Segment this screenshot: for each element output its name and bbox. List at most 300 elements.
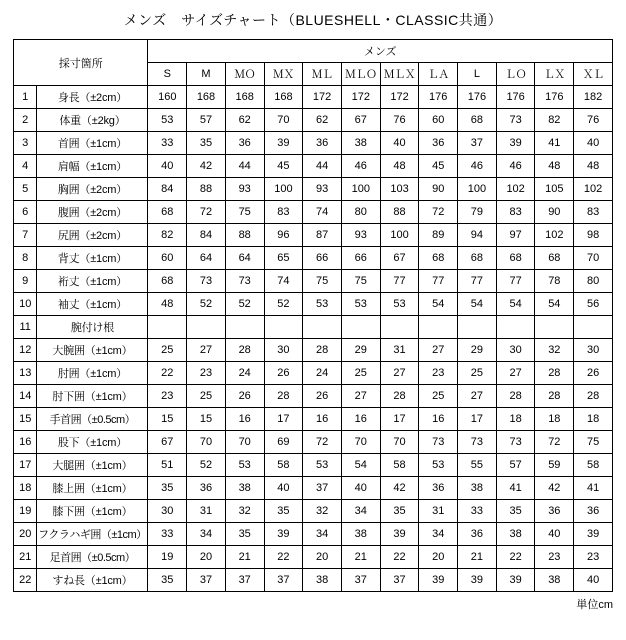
- cell-value: 83: [496, 201, 535, 224]
- header-group-label: メンズ: [148, 40, 613, 63]
- cell-value: 35: [148, 569, 187, 592]
- cell-value: 28: [535, 362, 574, 385]
- cell-value: 68: [419, 247, 458, 270]
- cell-value: 182: [574, 86, 613, 109]
- header-size-s: S: [148, 63, 187, 86]
- cell-value: 36: [419, 477, 458, 500]
- table-row: [14, 408, 613, 431]
- cell-value: 38: [341, 132, 380, 155]
- cell-value: 36: [187, 477, 226, 500]
- cell-value: 76: [574, 109, 613, 132]
- cell-value: 77: [419, 270, 458, 293]
- cell-value: 53: [303, 293, 342, 316]
- cell-value: 54: [419, 293, 458, 316]
- cell-value: 38: [341, 523, 380, 546]
- cell-value: 94: [458, 224, 497, 247]
- row-number: 3: [14, 132, 37, 155]
- cell-value: 67: [380, 247, 419, 270]
- table-row: [14, 477, 613, 500]
- cell-value: 33: [458, 500, 497, 523]
- cell-value: 42: [380, 477, 419, 500]
- cell-value: 78: [535, 270, 574, 293]
- cell-value: 27: [341, 385, 380, 408]
- cell-value: 58: [380, 454, 419, 477]
- cell-value: 24: [225, 362, 264, 385]
- cell-value: 30: [264, 339, 303, 362]
- cell-value: 102: [574, 178, 613, 201]
- cell-value: 42: [535, 477, 574, 500]
- cell-value: 72: [187, 201, 226, 224]
- cell-value: 67: [341, 109, 380, 132]
- cell-value: 38: [458, 477, 497, 500]
- cell-value: 73: [496, 109, 535, 132]
- cell-value: 82: [535, 109, 574, 132]
- table-row: [14, 569, 613, 592]
- cell-value: 36: [419, 132, 458, 155]
- cell-value: 75: [303, 270, 342, 293]
- cell-value: [148, 316, 187, 339]
- cell-value: 93: [303, 178, 342, 201]
- cell-value: 20: [187, 546, 226, 569]
- cell-value: 27: [496, 362, 535, 385]
- cell-value: 25: [148, 339, 187, 362]
- cell-value: 46: [458, 155, 497, 178]
- unit-note: 単位cm: [576, 599, 613, 611]
- cell-value: 52: [225, 293, 264, 316]
- cell-value: 53: [341, 293, 380, 316]
- cell-value: 160: [148, 86, 187, 109]
- cell-value: 73: [187, 270, 226, 293]
- row-number: 10: [14, 293, 37, 316]
- cell-value: 75: [341, 270, 380, 293]
- cell-value: 65: [264, 247, 303, 270]
- cell-value: 21: [341, 546, 380, 569]
- header-part-label: 採寸箇所: [14, 40, 148, 86]
- row-number: 15: [14, 408, 37, 431]
- cell-value: 103: [380, 178, 419, 201]
- cell-value: 53: [419, 454, 458, 477]
- cell-value: 42: [187, 155, 226, 178]
- cell-value: 73: [458, 431, 497, 454]
- row-number: 19: [14, 500, 37, 523]
- cell-value: 84: [187, 224, 226, 247]
- header-size-m: M: [187, 63, 226, 86]
- cell-value: 39: [496, 569, 535, 592]
- cell-value: [264, 316, 303, 339]
- cell-value: 35: [264, 500, 303, 523]
- row-part: 大腕囲（±1cm）: [37, 339, 148, 362]
- cell-value: 68: [148, 201, 187, 224]
- cell-value: 39: [458, 569, 497, 592]
- table-row: [14, 523, 613, 546]
- cell-value: 176: [458, 86, 497, 109]
- cell-value: 54: [496, 293, 535, 316]
- table-row: [14, 270, 613, 293]
- cell-value: 80: [341, 201, 380, 224]
- cell-value: 48: [574, 155, 613, 178]
- cell-value: [535, 316, 574, 339]
- cell-value: 26: [264, 362, 303, 385]
- cell-value: [458, 316, 497, 339]
- cell-value: 77: [496, 270, 535, 293]
- cell-value: 34: [187, 523, 226, 546]
- cell-value: 35: [496, 500, 535, 523]
- size-chart-table: [13, 39, 613, 592]
- cell-value: 56: [574, 293, 613, 316]
- cell-value: 74: [303, 201, 342, 224]
- cell-value: 26: [225, 385, 264, 408]
- cell-value: 28: [535, 385, 574, 408]
- cell-value: 28: [303, 339, 342, 362]
- cell-value: 62: [225, 109, 264, 132]
- cell-value: 38: [496, 523, 535, 546]
- cell-value: 37: [380, 569, 419, 592]
- cell-value: 35: [225, 523, 264, 546]
- cell-value: 48: [380, 155, 419, 178]
- cell-value: 25: [187, 385, 226, 408]
- cell-value: 35: [380, 500, 419, 523]
- cell-value: 37: [341, 569, 380, 592]
- cell-value: 41: [535, 132, 574, 155]
- cell-value: 100: [458, 178, 497, 201]
- cell-value: 67: [148, 431, 187, 454]
- cell-value: 30: [496, 339, 535, 362]
- table-row: [14, 178, 613, 201]
- cell-value: 93: [341, 224, 380, 247]
- cell-value: 31: [187, 500, 226, 523]
- cell-value: 53: [303, 454, 342, 477]
- table-row: [14, 132, 613, 155]
- cell-value: 68: [496, 247, 535, 270]
- cell-value: 15: [187, 408, 226, 431]
- row-part: 肘囲（±1cm）: [37, 362, 148, 385]
- cell-value: 27: [458, 385, 497, 408]
- row-number: 21: [14, 546, 37, 569]
- cell-value: 18: [574, 408, 613, 431]
- cell-value: 76: [380, 109, 419, 132]
- cell-value: 39: [380, 523, 419, 546]
- cell-value: 24: [303, 362, 342, 385]
- cell-value: 168: [187, 86, 226, 109]
- cell-value: 66: [341, 247, 380, 270]
- cell-value: 72: [535, 431, 574, 454]
- cell-value: 38: [535, 569, 574, 592]
- row-part: フクラハギ囲（±1cm）: [37, 523, 148, 546]
- cell-value: 172: [380, 86, 419, 109]
- cell-value: 100: [341, 178, 380, 201]
- header-row-group: [14, 40, 613, 63]
- cell-value: 100: [380, 224, 419, 247]
- table-row: [14, 293, 613, 316]
- cell-value: 72: [419, 201, 458, 224]
- cell-value: 62: [303, 109, 342, 132]
- row-number: 1: [14, 86, 37, 109]
- cell-value: 18: [496, 408, 535, 431]
- row-part: 背丈（±1cm）: [37, 247, 148, 270]
- row-part: 腕付け根: [37, 316, 148, 339]
- row-number: 6: [14, 201, 37, 224]
- row-number: 22: [14, 569, 37, 592]
- cell-value: 93: [225, 178, 264, 201]
- cell-value: 90: [419, 178, 458, 201]
- row-part: すね長（±1cm）: [37, 569, 148, 592]
- cell-value: 64: [225, 247, 264, 270]
- cell-value: 54: [535, 293, 574, 316]
- cell-value: 69: [264, 431, 303, 454]
- cell-value: 36: [225, 132, 264, 155]
- cell-value: 33: [148, 523, 187, 546]
- cell-value: 16: [419, 408, 458, 431]
- cell-value: 16: [303, 408, 342, 431]
- cell-value: [341, 316, 380, 339]
- cell-value: 58: [574, 454, 613, 477]
- cell-value: [496, 316, 535, 339]
- cell-value: 60: [148, 247, 187, 270]
- cell-value: 25: [419, 385, 458, 408]
- cell-value: 25: [458, 362, 497, 385]
- cell-value: 28: [496, 385, 535, 408]
- cell-value: 37: [187, 569, 226, 592]
- cell-value: 168: [264, 86, 303, 109]
- cell-value: 70: [225, 431, 264, 454]
- cell-value: 30: [148, 500, 187, 523]
- cell-value: 37: [458, 132, 497, 155]
- table-row: [14, 224, 613, 247]
- cell-value: 39: [496, 132, 535, 155]
- cell-value: 40: [535, 523, 574, 546]
- cell-value: 26: [303, 385, 342, 408]
- cell-value: 96: [264, 224, 303, 247]
- cell-value: 102: [496, 178, 535, 201]
- cell-value: 16: [225, 408, 264, 431]
- table-row: [14, 339, 613, 362]
- cell-value: 26: [574, 362, 613, 385]
- cell-value: 48: [535, 155, 574, 178]
- row-number: 14: [14, 385, 37, 408]
- cell-value: 22: [264, 546, 303, 569]
- cell-value: 38: [225, 477, 264, 500]
- cell-value: 46: [496, 155, 535, 178]
- row-number: 9: [14, 270, 37, 293]
- table-row: [14, 155, 613, 178]
- cell-value: 88: [187, 178, 226, 201]
- cell-value: 68: [458, 109, 497, 132]
- cell-value: 52: [187, 293, 226, 316]
- row-part: 裄丈（±1cm）: [37, 270, 148, 293]
- cell-value: 70: [187, 431, 226, 454]
- row-number: 13: [14, 362, 37, 385]
- cell-value: 68: [458, 247, 497, 270]
- cell-value: 19: [148, 546, 187, 569]
- header-size-lx: ＬＸ: [535, 63, 574, 86]
- cell-value: 48: [148, 293, 187, 316]
- cell-value: 28: [380, 385, 419, 408]
- cell-value: 40: [380, 132, 419, 155]
- table-body: [14, 86, 613, 592]
- cell-value: [380, 316, 419, 339]
- cell-value: 90: [535, 201, 574, 224]
- cell-value: 87: [303, 224, 342, 247]
- cell-value: 38: [303, 569, 342, 592]
- cell-value: 17: [458, 408, 497, 431]
- cell-value: 23: [535, 546, 574, 569]
- header-size-lo: ＬＯ: [496, 63, 535, 86]
- cell-value: 17: [380, 408, 419, 431]
- cell-value: 40: [148, 155, 187, 178]
- row-number: 20: [14, 523, 37, 546]
- cell-value: 68: [148, 270, 187, 293]
- row-part: 尻囲（±2cm）: [37, 224, 148, 247]
- cell-value: 59: [535, 454, 574, 477]
- header-size-ml: ＭＬ: [303, 63, 342, 86]
- cell-value: 34: [419, 523, 458, 546]
- cell-value: 53: [380, 293, 419, 316]
- cell-value: 22: [496, 546, 535, 569]
- table-header: [14, 40, 613, 86]
- cell-value: 28: [264, 385, 303, 408]
- row-number: 2: [14, 109, 37, 132]
- cell-value: 73: [419, 431, 458, 454]
- cell-value: 70: [574, 247, 613, 270]
- cell-value: [303, 316, 342, 339]
- cell-value: 172: [303, 86, 342, 109]
- cell-value: 176: [496, 86, 535, 109]
- header-size-mlx: ＭＬＸ: [380, 63, 419, 86]
- cell-value: 70: [341, 431, 380, 454]
- row-part: 腹囲（±2cm）: [37, 201, 148, 224]
- cell-value: 32: [225, 500, 264, 523]
- cell-value: 39: [264, 523, 303, 546]
- cell-value: [187, 316, 226, 339]
- cell-value: 15: [148, 408, 187, 431]
- cell-value: 75: [225, 201, 264, 224]
- cell-value: 105: [535, 178, 574, 201]
- cell-value: 40: [574, 132, 613, 155]
- row-part: 体重（±2kg）: [37, 109, 148, 132]
- cell-value: 27: [380, 362, 419, 385]
- cell-value: 36: [303, 132, 342, 155]
- cell-value: 70: [264, 109, 303, 132]
- cell-value: 36: [574, 500, 613, 523]
- cell-value: 29: [458, 339, 497, 362]
- cell-value: 64: [187, 247, 226, 270]
- row-number: 16: [14, 431, 37, 454]
- cell-value: 57: [187, 109, 226, 132]
- cell-value: 21: [458, 546, 497, 569]
- cell-value: 17: [264, 408, 303, 431]
- cell-value: 53: [148, 109, 187, 132]
- cell-value: 57: [496, 454, 535, 477]
- row-part: 身長（±2cm）: [37, 86, 148, 109]
- cell-value: 32: [535, 339, 574, 362]
- cell-value: 55: [458, 454, 497, 477]
- cell-value: 54: [458, 293, 497, 316]
- cell-value: 41: [496, 477, 535, 500]
- table-row: [14, 247, 613, 270]
- cell-value: 80: [574, 270, 613, 293]
- cell-value: 77: [458, 270, 497, 293]
- cell-value: 176: [535, 86, 574, 109]
- cell-value: 84: [148, 178, 187, 201]
- cell-value: [225, 316, 264, 339]
- cell-value: 22: [380, 546, 419, 569]
- cell-value: 176: [419, 86, 458, 109]
- cell-value: 60: [419, 109, 458, 132]
- cell-value: 40: [341, 477, 380, 500]
- cell-value: 32: [303, 500, 342, 523]
- cell-value: 37: [264, 569, 303, 592]
- row-part: 手首囲（±0.5cm）: [37, 408, 148, 431]
- cell-value: 98: [574, 224, 613, 247]
- cell-value: 102: [535, 224, 574, 247]
- table-row: [14, 546, 613, 569]
- cell-value: 83: [264, 201, 303, 224]
- cell-value: 16: [341, 408, 380, 431]
- cell-value: 27: [187, 339, 226, 362]
- cell-value: 66: [303, 247, 342, 270]
- cell-value: 29: [341, 339, 380, 362]
- cell-value: 31: [419, 500, 458, 523]
- cell-value: 53: [225, 454, 264, 477]
- cell-value: 39: [419, 569, 458, 592]
- cell-value: 58: [264, 454, 303, 477]
- header-size-mx: ＭＸ: [264, 63, 303, 86]
- cell-value: 74: [264, 270, 303, 293]
- cell-value: 73: [496, 431, 535, 454]
- header-size-la: ＬＡ: [419, 63, 458, 86]
- row-part: 膝上囲（±1cm）: [37, 477, 148, 500]
- row-part: 膝下囲（±1cm）: [37, 500, 148, 523]
- cell-value: 23: [187, 362, 226, 385]
- cell-value: 45: [419, 155, 458, 178]
- cell-value: 36: [458, 523, 497, 546]
- cell-value: 40: [574, 569, 613, 592]
- cell-value: 45: [264, 155, 303, 178]
- cell-value: 41: [574, 477, 613, 500]
- cell-value: 36: [535, 500, 574, 523]
- cell-value: 72: [303, 431, 342, 454]
- table-row: [14, 385, 613, 408]
- cell-value: 37: [303, 477, 342, 500]
- table-row: [14, 109, 613, 132]
- cell-value: 51: [148, 454, 187, 477]
- cell-value: 33: [148, 132, 187, 155]
- row-part: 首囲（±1cm）: [37, 132, 148, 155]
- cell-value: 79: [458, 201, 497, 224]
- cell-value: 88: [380, 201, 419, 224]
- table-row: [14, 86, 613, 109]
- cell-value: 30: [574, 339, 613, 362]
- cell-value: 44: [225, 155, 264, 178]
- row-number: 4: [14, 155, 37, 178]
- table-row: [14, 454, 613, 477]
- cell-value: 28: [225, 339, 264, 362]
- cell-value: 52: [187, 454, 226, 477]
- cell-value: 39: [264, 132, 303, 155]
- cell-value: 97: [496, 224, 535, 247]
- row-number: 7: [14, 224, 37, 247]
- row-part: 袖丈（±1cm）: [37, 293, 148, 316]
- cell-value: 18: [535, 408, 574, 431]
- row-part: 大腿囲（±1cm）: [37, 454, 148, 477]
- cell-value: 23: [419, 362, 458, 385]
- cell-value: 46: [341, 155, 380, 178]
- row-number: 18: [14, 477, 37, 500]
- row-part: 肩幅（±1cm）: [37, 155, 148, 178]
- cell-value: 70: [380, 431, 419, 454]
- table-row: [14, 500, 613, 523]
- row-part: 肘下囲（±1cm）: [37, 385, 148, 408]
